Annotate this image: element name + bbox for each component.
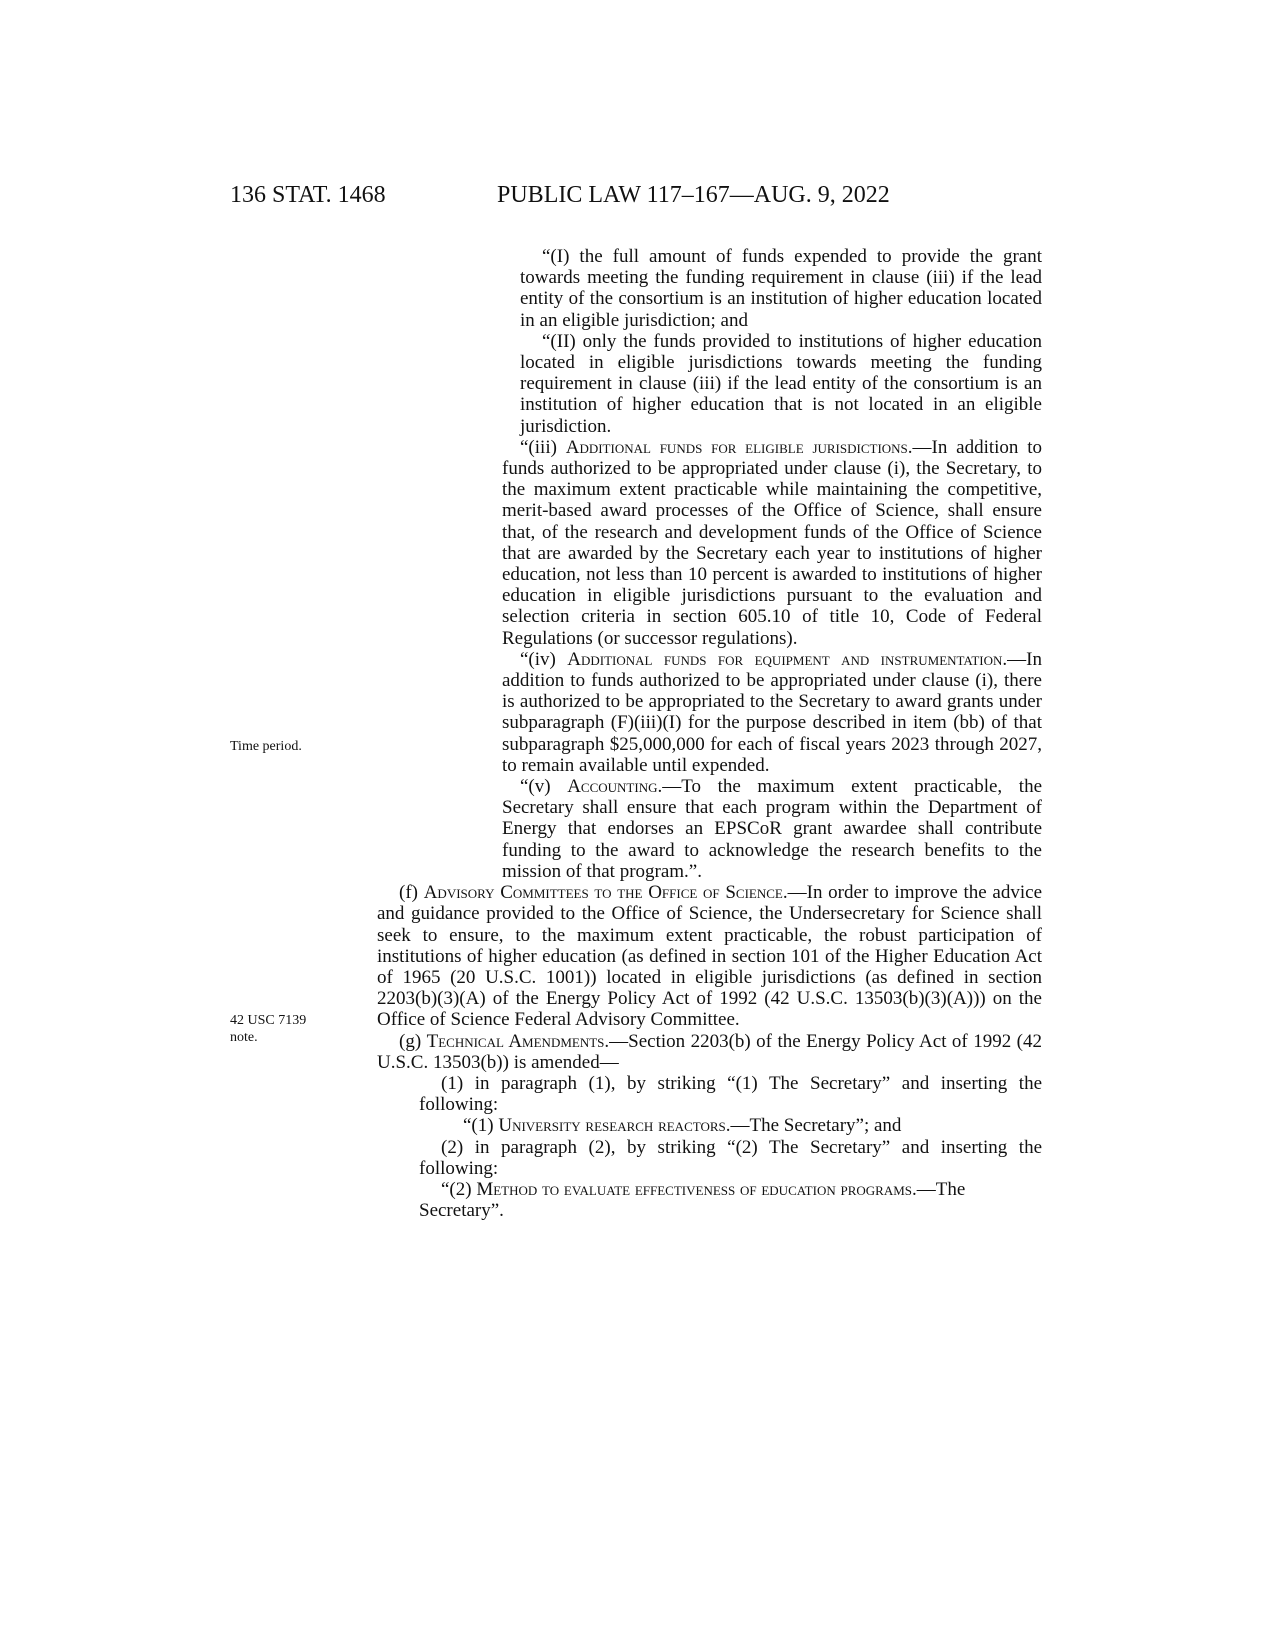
clause-iii	[377, 437, 1042, 649]
subsection-g-text: —Section 2203(b) of the Energy Policy Act of 1992 (42 U.S.C. 13503(b)) is amended—	[377, 1030, 1042, 1073]
inserted-2-heading: Method to evaluate effectiveness of education programs.	[476, 1178, 917, 1200]
page-reference: 136 STAT. 1468	[230, 182, 386, 208]
clause-iii-text: —In addition to funds authorized to be appropriated under clause (i), the Secretary, to the maximum extent practicable while maintaining the competitive, merit-based award processes of the Office of Science, shall ensure that, of the research and development funds of the Office of Science that are awarded by the Secretary each year to institutions of higher education, not less than 10 percent is awarded to institutions of higher education in eligible jurisdictions pursuant to the evaluation and selection criteria in section 605.10 of title 10, Code of Federal Regulations (or successor regulations).	[502, 436, 1042, 649]
inserted-paragraph-2	[377, 1179, 1042, 1221]
margin-note-usc	[230, 1012, 306, 1046]
clause-iv-number: “(iv)	[520, 648, 568, 670]
document-body	[377, 246, 1042, 1221]
margin-note-usc-line1: 42 USC 7139	[230, 1013, 307, 1028]
paragraph-2: (2) in paragraph (2), by striking “(2) The Secretary” and inserting the following:	[419, 1136, 1042, 1179]
clause-iv-heading: Additional funds for equipment and instrumentation.	[567, 648, 1008, 670]
inserted-2-number: “(2)	[441, 1178, 477, 1200]
clause-iii-number: “(iii)	[520, 436, 566, 458]
subsection-g	[377, 1031, 1042, 1073]
clause-v-heading: Accounting.	[567, 776, 663, 798]
clause-iv	[377, 649, 1042, 776]
inserted-1-heading: University research reactors.	[498, 1115, 731, 1137]
subclause-I: “(I) the full amount of funds expended to provide the grant towards meeting the funding requirement in clause (iii) if the lead entity of the consortium is an institution of higher education located in an eligible jurisdiction; and	[520, 246, 1042, 331]
subsection-g-number: (g)	[399, 1030, 427, 1052]
clause-iii-heading: Additional funds for eligible jurisdictions.	[565, 436, 913, 458]
subsection-f-heading: Advisory Committees to the Office of Science.	[423, 882, 788, 904]
clause-v-text: —To the maximum extent practicable, the Secretary shall ensure that each program within the Department of Energy that endorses an EPSCoR grant awardee shall contribute funding to the award to acknowledge the research benefits to the mission of that program.”.	[502, 776, 1042, 882]
subsection-f	[377, 882, 1042, 1030]
clause-v-number: “(v)	[520, 776, 568, 798]
inserted-1-text: —The Secretary”; and	[730, 1115, 902, 1137]
inserted-1-number: “(1)	[463, 1115, 499, 1137]
subsection-f-text: —In order to improve the advice and guidance provided to the Office of Science, the Undersecretary for Science shall seek to ensure, to the maximum extent practicable, the robust participation of institutions of higher education (as defined in section 101 of the Higher Education Act of 1965 (20 U.S.C. 1001)) located in eligible jurisdictions (as defined in section 2203(b)(3)(A) of the Energy Policy Act of 1992 (42 U.S.C. 13503(b)(3)(A))) on the Office of Science Federal Advisory Committee.	[377, 882, 1043, 1031]
clause-v	[377, 776, 1042, 882]
inserted-2-text: —The Secretary”.	[419, 1178, 966, 1222]
page-title: PUBLIC LAW 117–167—AUG. 9, 2022	[497, 182, 890, 208]
paragraph-1: (1) in paragraph (1), by striking “(1) The Secretary” and inserting the following:	[419, 1072, 1042, 1116]
inserted-paragraph-1	[377, 1115, 1042, 1136]
margin-note-usc-line2: note.	[230, 1030, 258, 1045]
subclause-II: “(II) only the funds provided to institutions of higher education located in eligible jurisdictions towards meeting the funding requirement in clause (iii) if the lead entity of the consortium is an institution of higher education that is not located in an eligible jurisdiction.	[520, 330, 1042, 437]
clause-iv-text: —In addition to funds authorized to be appropriated under clause (i), there is authorized to be appropriated to the Secretary to award grants under subparagraph (F)(iii)(I) for the purpose described in item (bb) of that subparagraph $25,000,000 for each of fiscal years 2023 through 2027, to remain available until expended.	[502, 648, 1042, 776]
subsection-g-heading: Technical Amendments.	[426, 1030, 610, 1052]
subsection-f-number: (f)	[399, 882, 424, 904]
margin-note-time-period: Time period.	[230, 739, 302, 754]
